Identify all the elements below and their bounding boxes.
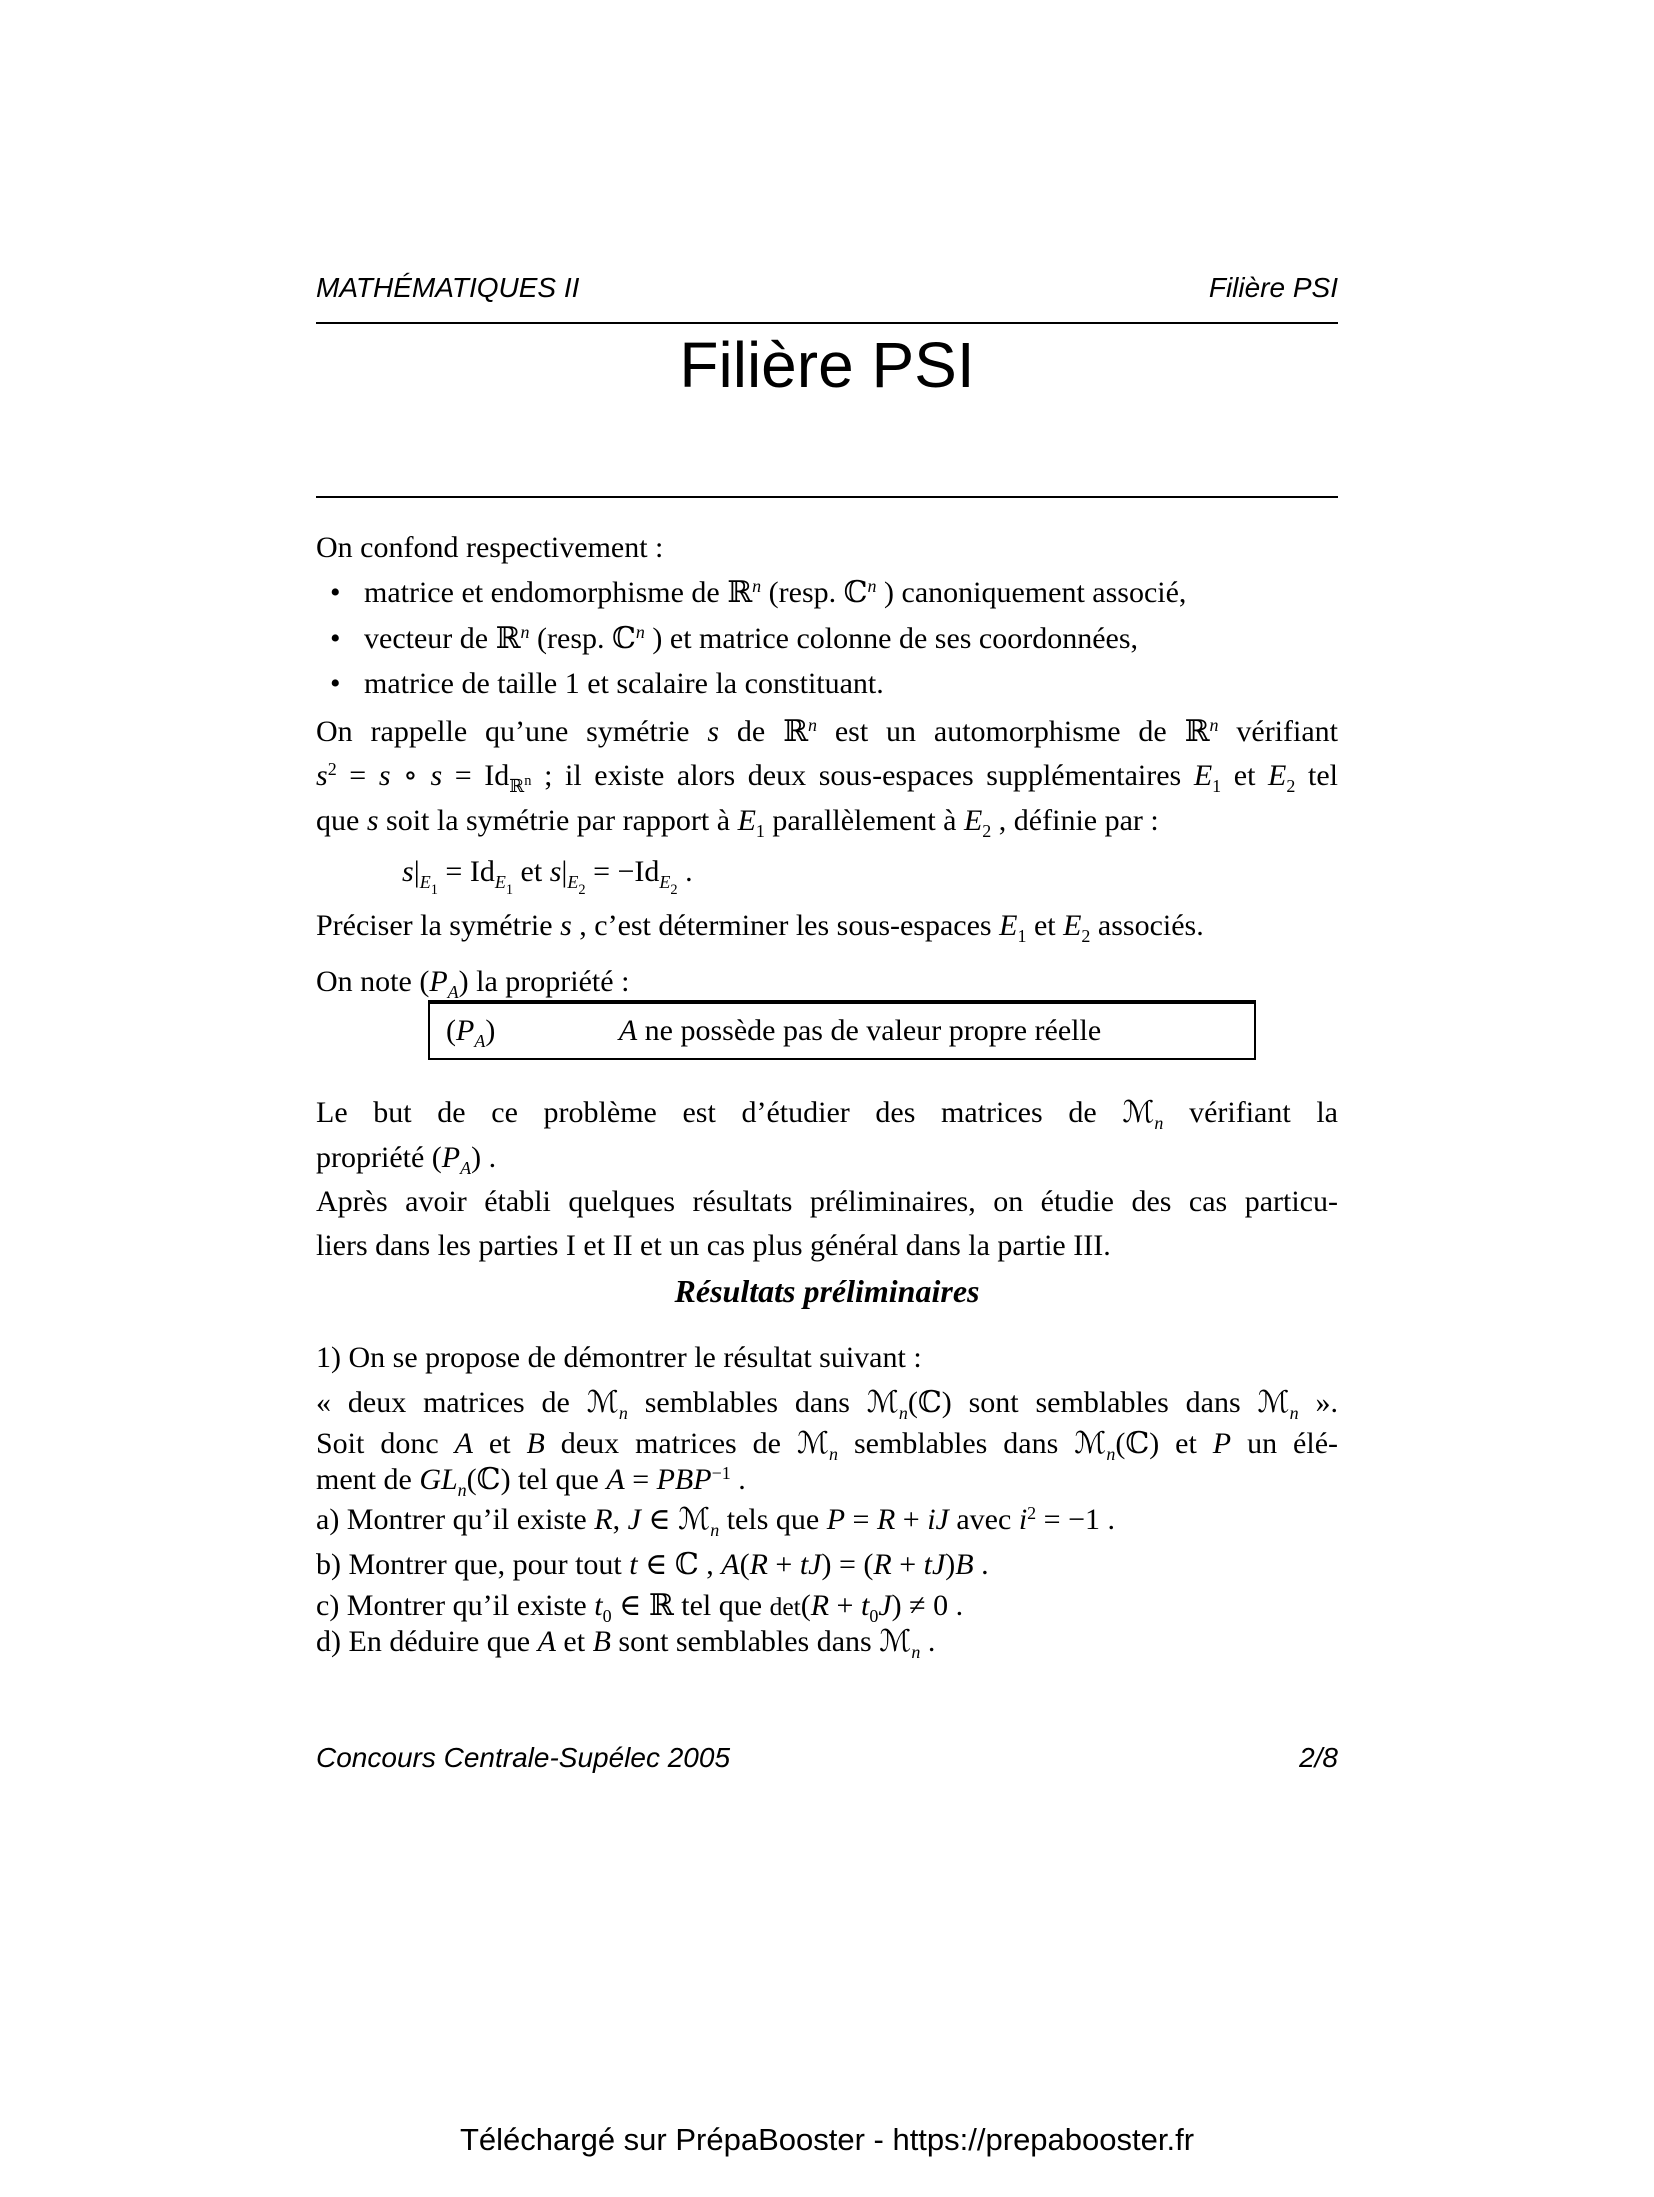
title-rule — [316, 496, 1338, 498]
bullet-item-2: • vecteur de ℝ$^n$ (resp. ℂ$^n$ ) et matrice colonne de ses coordonnées, — [316, 619, 1338, 659]
apres-line-2: liers dans les parties I et II et un cas plus général dans la partie III. — [316, 1229, 1111, 1262]
question-b: b) Montrer que, pour tout t ∈ ℂ , A(R + tJ) = (R + tJ)B . — [316, 1547, 989, 1582]
confond-lead: On confond respectivement : — [316, 531, 664, 564]
preciser-line: Préciser la symétrie s , c’est déterminer les sous-espaces $E_1$ et $E_2$ associés. — [316, 909, 1204, 946]
bullet-item-1: • matrice et endomorphisme de ℝ$^n$ (resp. ℂ$^n$ ) canoniquement associé, — [316, 573, 1338, 613]
question-1-intro: 1) On se propose de démontrer le résultat suivant : — [316, 1341, 922, 1374]
bullet-item-3: • matrice de taille 1 et scalaire la constituant. — [316, 664, 1338, 704]
page-footer — [316, 1742, 1338, 1774]
property-box-label: $(P_A)$ — [446, 1014, 496, 1051]
header-rule — [316, 322, 1338, 324]
header-course-title: MATHÉMATIQUES II — [316, 272, 580, 303]
rappelle-line-2: $s^2 = s$ ∘ $s = Id_{ℝ^n}$ ; il existe alors deux sous-espaces supplémentaires $E_1$ et $E_2$ tel — [316, 759, 1338, 797]
soit-line-2: ment de $GL_n(ℂ)$ tel que $A = PBP^{-1}$ . — [316, 1462, 746, 1500]
footer-page-number: 2/8 — [1299, 1742, 1338, 1773]
section-heading: Résultats préliminaires — [674, 1273, 980, 1309]
symmetry-formula: $s|_{E_1} = Id_{E_1}$ et $s|_{E_2} = -Id_{E_2}$ . — [402, 855, 693, 899]
question-d: d) En déduire que A et B sont semblables dans ℳ$_n$ . — [316, 1624, 936, 1662]
page-header — [316, 272, 1338, 304]
property-box — [428, 1000, 1256, 1060]
soit-line-1: Soit donc A et B deux matrices de ℳ$_n$ semblables dans ℳ$_n$(ℂ) et P un élé- — [316, 1426, 1339, 1464]
note-propriete-line: On note $(P_A)$ la propriété : — [316, 965, 630, 1002]
property-box-text: A ne possède pas de valeur propre réelle — [618, 1014, 1102, 1047]
le-but-line-1: Le but de ce problème est d’étudier des matrices de ℳ$_n$ vérifiant la — [316, 1095, 1338, 1133]
le-but-line-2: propriété $(P_A)$ . — [316, 1141, 497, 1178]
apres-line-1: Après avoir établi quelques résultats préliminaires, on étudie des cas particu- — [316, 1185, 1338, 1218]
header-filiere: Filière PSI — [1208, 272, 1338, 303]
download-banner: Téléchargé sur PrépaBooster - https://prepabooster.fr — [459, 2122, 1195, 2157]
page-title: Filière PSI — [679, 329, 975, 401]
rappelle-line-1: On rappelle qu’une symétrie s de ℝ$^n$ est un automorphisme de ℝ$^n$ vérifiant — [316, 714, 1338, 749]
footer-exam-name: Concours Centrale-Supélec 2005 — [316, 1742, 731, 1773]
question-c: c) Montrer qu’il existe $t_0$ ∈ ℝ tel que $\det(R + t_0J) \ne 0$ . — [316, 1588, 964, 1626]
question-a: a) Montrer qu’il existe R, J ∈ ℳ$_n$ tels que P = R + iJ avec $i^2 = -1$ . — [316, 1502, 1115, 1540]
question-1-quote: « deux matrices de ℳ$_n$ semblables dans ℳ$_n$(ℂ) sont semblables dans ℳ$_n$ ». — [316, 1385, 1339, 1423]
rappelle-line-3: que s soit la symétrie par rapport à $E_1$ parallèlement à $E_2$ , définie par : — [316, 804, 1159, 841]
